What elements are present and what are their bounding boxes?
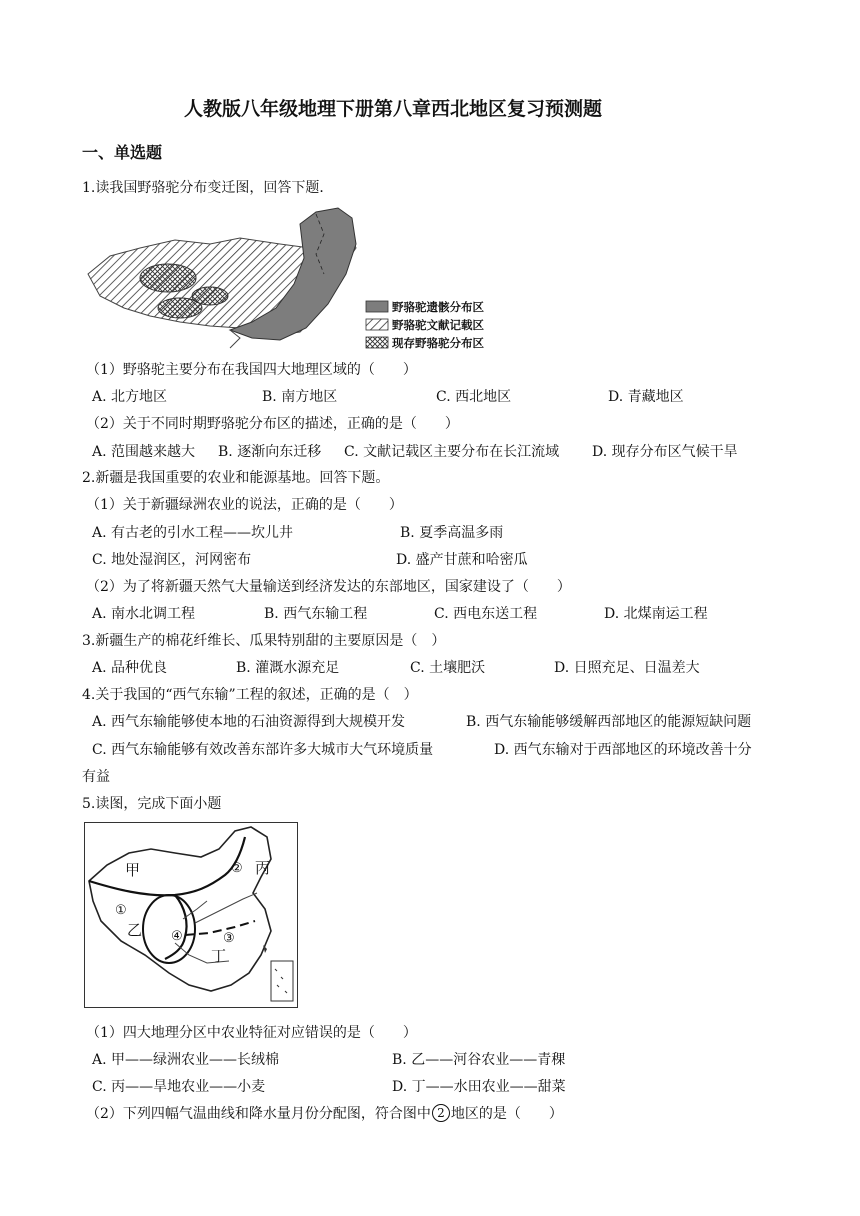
question-1-stem: 1.读我国野骆驼分布变迁图，回答下题．: [82, 180, 334, 196]
option-d[interactable]: D. 丁——水田农业——甜菜: [392, 1079, 566, 1095]
option-a[interactable]: A. 西气东输能够使本地的石油资源得到大规模开发: [92, 714, 406, 730]
question-2-1-stem: （1）关于新疆绿洲农业的说法，正确的是（ ）: [86, 497, 403, 513]
region-label-bing: 丙: [255, 859, 271, 877]
legend-remains: 野骆驼遗骸分布区: [392, 300, 484, 314]
question-4-stem: 4.关于我国的“西气东输”工程的叙述，正确的是（ ）: [82, 687, 418, 703]
option-a[interactable]: A. 范围越来越大: [92, 444, 196, 460]
region-label-yi: 乙: [127, 921, 143, 939]
point-label-3: ③: [223, 931, 235, 946]
option-c[interactable]: C. 文献记载区主要分布在长江流域: [344, 444, 560, 460]
circled-number-2: 2: [432, 1104, 450, 1122]
option-c[interactable]: C. 西电东送工程: [434, 606, 538, 622]
option-c[interactable]: C. 土壤肥沃: [410, 660, 486, 676]
option-c[interactable]: C. 西北地区: [436, 389, 512, 405]
option-a[interactable]: A. 有古老的引水工程——坎儿井: [92, 525, 294, 541]
option-b[interactable]: B. 夏季高温多雨: [400, 525, 504, 541]
point-label-2: ②: [231, 861, 243, 876]
question-3-stem: 3.新疆生产的棉花纤维长、瓜果特别甜的主要原因是（ ）: [82, 633, 446, 649]
option-c[interactable]: C. 西气东输能够有效改善东部许多大城市大气环境质量: [92, 742, 434, 758]
option-d[interactable]: D. 盛产甘蔗和哈密瓜: [396, 552, 528, 568]
camel-distribution-map: [80, 204, 500, 352]
option-d[interactable]: D. 现存分布区气候干旱: [592, 444, 738, 460]
question-5-2-stem: [86, 1103, 563, 1123]
question-5-stem: 5.读图，完成下面小题: [82, 796, 222, 812]
option-d[interactable]: D. 西气东输对于西部地区的环境改善十分: [494, 742, 752, 758]
option-d-continued: 有益: [82, 769, 110, 785]
question-1-1-stem: （1）野骆驼主要分布在我国四大地理区域的（ ）: [86, 362, 417, 378]
option-b[interactable]: B. 西气东输能够缓解西部地区的能源短缺问题: [466, 714, 752, 730]
option-d[interactable]: D. 日照充足、日温差大: [554, 660, 700, 676]
option-b[interactable]: B. 南方地区: [262, 389, 338, 405]
question-1-2-stem: （2）关于不同时期野骆驼分布区的描述，正确的是（ ）: [86, 416, 459, 432]
option-d[interactable]: D. 青藏地区: [608, 389, 684, 405]
region-label-ding: 丁: [211, 947, 227, 965]
option-b[interactable]: B. 灌溉水源充足: [236, 660, 340, 676]
option-c[interactable]: C. 地处湿润区，河网密布: [92, 552, 252, 568]
option-a[interactable]: A. 甲——绿洲农业——长绒棉: [92, 1052, 280, 1068]
section-heading: 一、单选题: [82, 143, 163, 162]
question-2-stem: 2.新疆是我国重要的农业和能源基地。回答下题。: [82, 470, 390, 486]
option-a[interactable]: A. 南水北调工程: [92, 606, 196, 622]
point-label-1: ①: [115, 903, 127, 918]
option-a[interactable]: A. 品种优良: [92, 660, 168, 676]
option-c[interactable]: C. 丙——旱地农业——小麦: [92, 1079, 266, 1095]
question-5-2-stem-post: 地区的是（ ）: [450, 1106, 563, 1122]
option-b[interactable]: B. 西气东输工程: [264, 606, 368, 622]
region-label-jia: 甲: [125, 861, 141, 879]
legend-existing: 现存野骆驼分布区: [392, 336, 484, 350]
china-regions-map: [84, 822, 298, 1008]
point-label-4: ④: [171, 929, 183, 944]
legend-records: 野骆驼文献记载区: [392, 318, 484, 332]
question-5-2-stem-pre: （2）下列四幅气温曲线和降水量月份分配图，符合图中: [86, 1106, 431, 1122]
question-2-2-stem: （2）为了将新疆天然气大量输送到经济发达的东部地区，国家建设了（ ）: [86, 579, 571, 595]
question-5-1-stem: （1）四大地理分区中农业特征对应错误的是（ ）: [86, 1025, 417, 1041]
option-b[interactable]: B. 乙——河谷农业——青稞: [392, 1052, 566, 1068]
page-title: 人教版八年级地理下册第八章西北地区复习预测题: [184, 98, 603, 120]
option-a[interactable]: A. 北方地区: [92, 389, 168, 405]
option-d[interactable]: D. 北煤南运工程: [604, 606, 708, 622]
option-b[interactable]: B. 逐渐向东迁移: [218, 444, 322, 460]
